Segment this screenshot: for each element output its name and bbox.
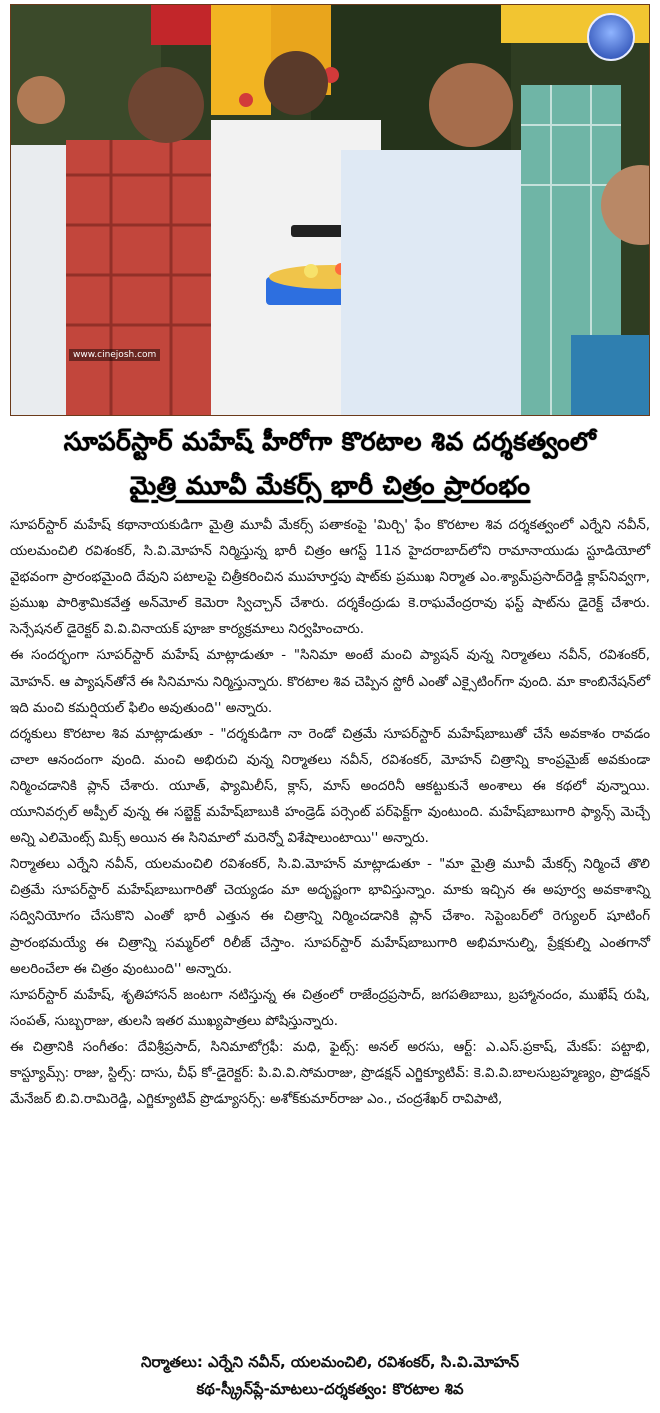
article-paragraph: నిర్మాతలు ఎర్నేని నవీన్, యలమంచిలి రవిశంకర్, సి.వి.మోహన్ మాట్లాడుతూ - "మా మైత్రి మూవీ మేకర్స్ నిర్మించే తొలి చిత్రమే సూపర్‌స్టార్ మహేష్‌బాబుగారితో చెయ్యడం మా అదృష్టంగా భావిస్తున్నాం. మాకు ఇచ్చిన ఈ అపూర్వ అవకాశాన్ని సద్వినియోగం చేసుకొని ఎంతో భారీ ఎత్తున ఈ చిత్రాన్ని నిర్మించడానికి ప్లాన్ చేశాం. సెప్టెంబర్‌లో రెగ్యులర్ షూటింగ్ ప్రారంభమయ్యే ఈ చిత్రాన్ని సమ్మర్‌లో రిలీజ్ చేస్తాం. సూపర్‌స్టార్ మహేష్‌బాబుగారి అభిమానుల్ని, ప్రేక్షకుల్ని ఎంతగానో అలరించేలా ఈ చిత్రం వుంటుంది'' అన్నారు. (10, 857, 650, 977)
article-paragraph: ఈ సందర్భంగా సూపర్‌స్టార్ మహేష్ మాట్లాడుతూ - "సినిమా అంటే మంచి ప్యాషన్ వున్న నిర్మాతలు నవీన్, రవిశంకర్, మోహన్. ఆ ప్యాషన్‌తోనే ఈ సినిమాను నిర్మిస్తున్నారు. కొరటాల శివ చెప్పిన స్టోరీ ఎంతో ఎక్సైటింగ్‌గా వుంది. మా కాంబినేషన్‌లో ఇది మంచి కమర్షియల్ ఫిలిం అవుతుంది'' అన్నారు. (10, 648, 650, 716)
credits-director: కథ-స్క్రీన్‌ప్లే-మాటలు-దర్శకత్వం: కొరటాల శివ (196, 1380, 464, 1398)
site-logo-icon (587, 13, 635, 61)
event-photo (10, 4, 650, 416)
photo-watermark: www.cinejosh.com (69, 349, 160, 361)
headline-line-2: మైత్రి మూవీ మేకర్స్ భారీ చిత్రం ప్రారంభం (129, 471, 531, 500)
article-paragraph: సూపర్‌స్టార్ మహేష్ కథానాయకుడిగా మైత్రి మూవీ మేకర్స్ పతాకంపై 'మిర్చి' ఫేం కొరటాల శివ దర్శకత్వంలో ఎర్నేని నవీన్, యలమంచిలి రవిశంకర్, సి.వి.మోహన్ నిర్మిస్తున్న భారీ చిత్రం ఆగస్ట్ 11న హైదరాబాద్‌లోని రామానాయుడు స్టూడియోలో వైభవంగా ప్రారంభమైంది దేవుని పటాలపై చిత్రీకరించిన ముహూర్తపు షాట్‌కు ప్రముఖ నిర్మాత ఎం.శ్యామ్‌ప్రసాద్‌రెడ్డి క్లాప్‌నివ్వగా, ప్రముఖ పారిశ్రామికవేత్త అన్‌మోల్ కెమెరా స్విచ్చాన్ చేశారు. దర్శకేంద్రుడు కె.రాఘవేంద్రరావు ఫస్ట్ షాట్‌ను డైరెక్ట్ చేశారు. సెన్సేషనల్ డైరెక్టర్ వి.వి.వినాయక్ పూజా కార్యక్రమాలు నిర్వహించారు. (10, 518, 650, 638)
article-paragraph: ఈ చిత్రానికి సంగీతం: దేవిశ్రీప్రసాద్, సినిమాటోగ్రఫీ: మధి, ఫైట్స్: అనల్ అరసు, ఆర్ట్: ఎ.ఎస్.ప్రకాష్, మేకప్: పట్టాభి, కాస్ట్యూమ్స్: రాజు, స్టిల్స్: దాసు, చీఫ్ కో-డైరెక్టర్: పి.వి.వి.సోమరాజు, ప్రొడక్షన్ ఎగ్జిక్యూటివ్: కె.వి.వి.బాలసుబ్రహ్మణ్యం, ప్రొడక్షన్ మేనేజర్ బి.వి.రామిరెడ్డి, ఎగ్జిక్యూటివ్ ప్రొడ్యూసర్స్: అశోక్‌కుమార్‌రాజు ఎం., చంద్రశేఖర్ రావిపాటి, (10, 1039, 650, 1108)
credits-producers: నిర్మాతలు: ఎర్నేని నవీన్, యలమంచిలి, రవిశంకర్, సి.వి.మోహన్ (140, 1353, 520, 1371)
headline-line-1: సూపర్‌స్టార్ మహేష్ హీరోగా కొరటాల శివ దర్శకత్వంలో (63, 427, 597, 456)
article-body (10, 513, 650, 1113)
headline (0, 420, 660, 508)
credits (0, 1349, 660, 1403)
article-paragraph: దర్శకులు కొరటాల శివ మాట్లాడుతూ - "దర్శకుడిగా నా రెండో చిత్రమే సూపర్‌స్టార్ మహేష్‌బాబుతో చేసే అవకాశం రావడం చాలా ఆనందంగా వుంది. మంచి అభిరుచి వున్న నిర్మాతలు నవీన్, రవిశంకర్, మోహన్ చిత్రాన్ని కాంప్రమైజ్ అవకుండా నిర్మించడానికి ప్లాన్ చేశారు. యూత్, ఫ్యామిలీస్, క్లాస్, మాస్ అందరినీ ఆకట్టుకునే అంశాలు ఈ కథలో వున్నాయి. యూనివర్సల్ అప్పీల్ వున్న ఈ సబ్జెక్ట్ మహేష్‌బాబుకి హండ్రెడ్ పర్సెంట్ పర్‌ఫెక్ట్‌గా వుంటుంది. మహేష్‌బాబుగారి ఫ్యాన్స్ మెచ్చే అన్ని ఎలిమెంట్స్ మిక్స్ అయిన ఈ సినిమాలో మరెన్నో విశేషాలుంటాయి'' అన్నారు. (10, 726, 650, 847)
article-paragraph: సూపర్‌స్టార్ మహేష్, శృతిహాసన్ జంటగా నటిస్తున్న ఈ చిత్రంలో రాజేంద్రప్రసాద్, జగపతిబాబు, బ్రహ్మానందం, ముఖేష్ రుషి, సంపత్, సుబ్బరాజు, తులసి ఇతర ముఖ్యపాత్రలు పోషిస్తున్నారు. (10, 987, 650, 1029)
